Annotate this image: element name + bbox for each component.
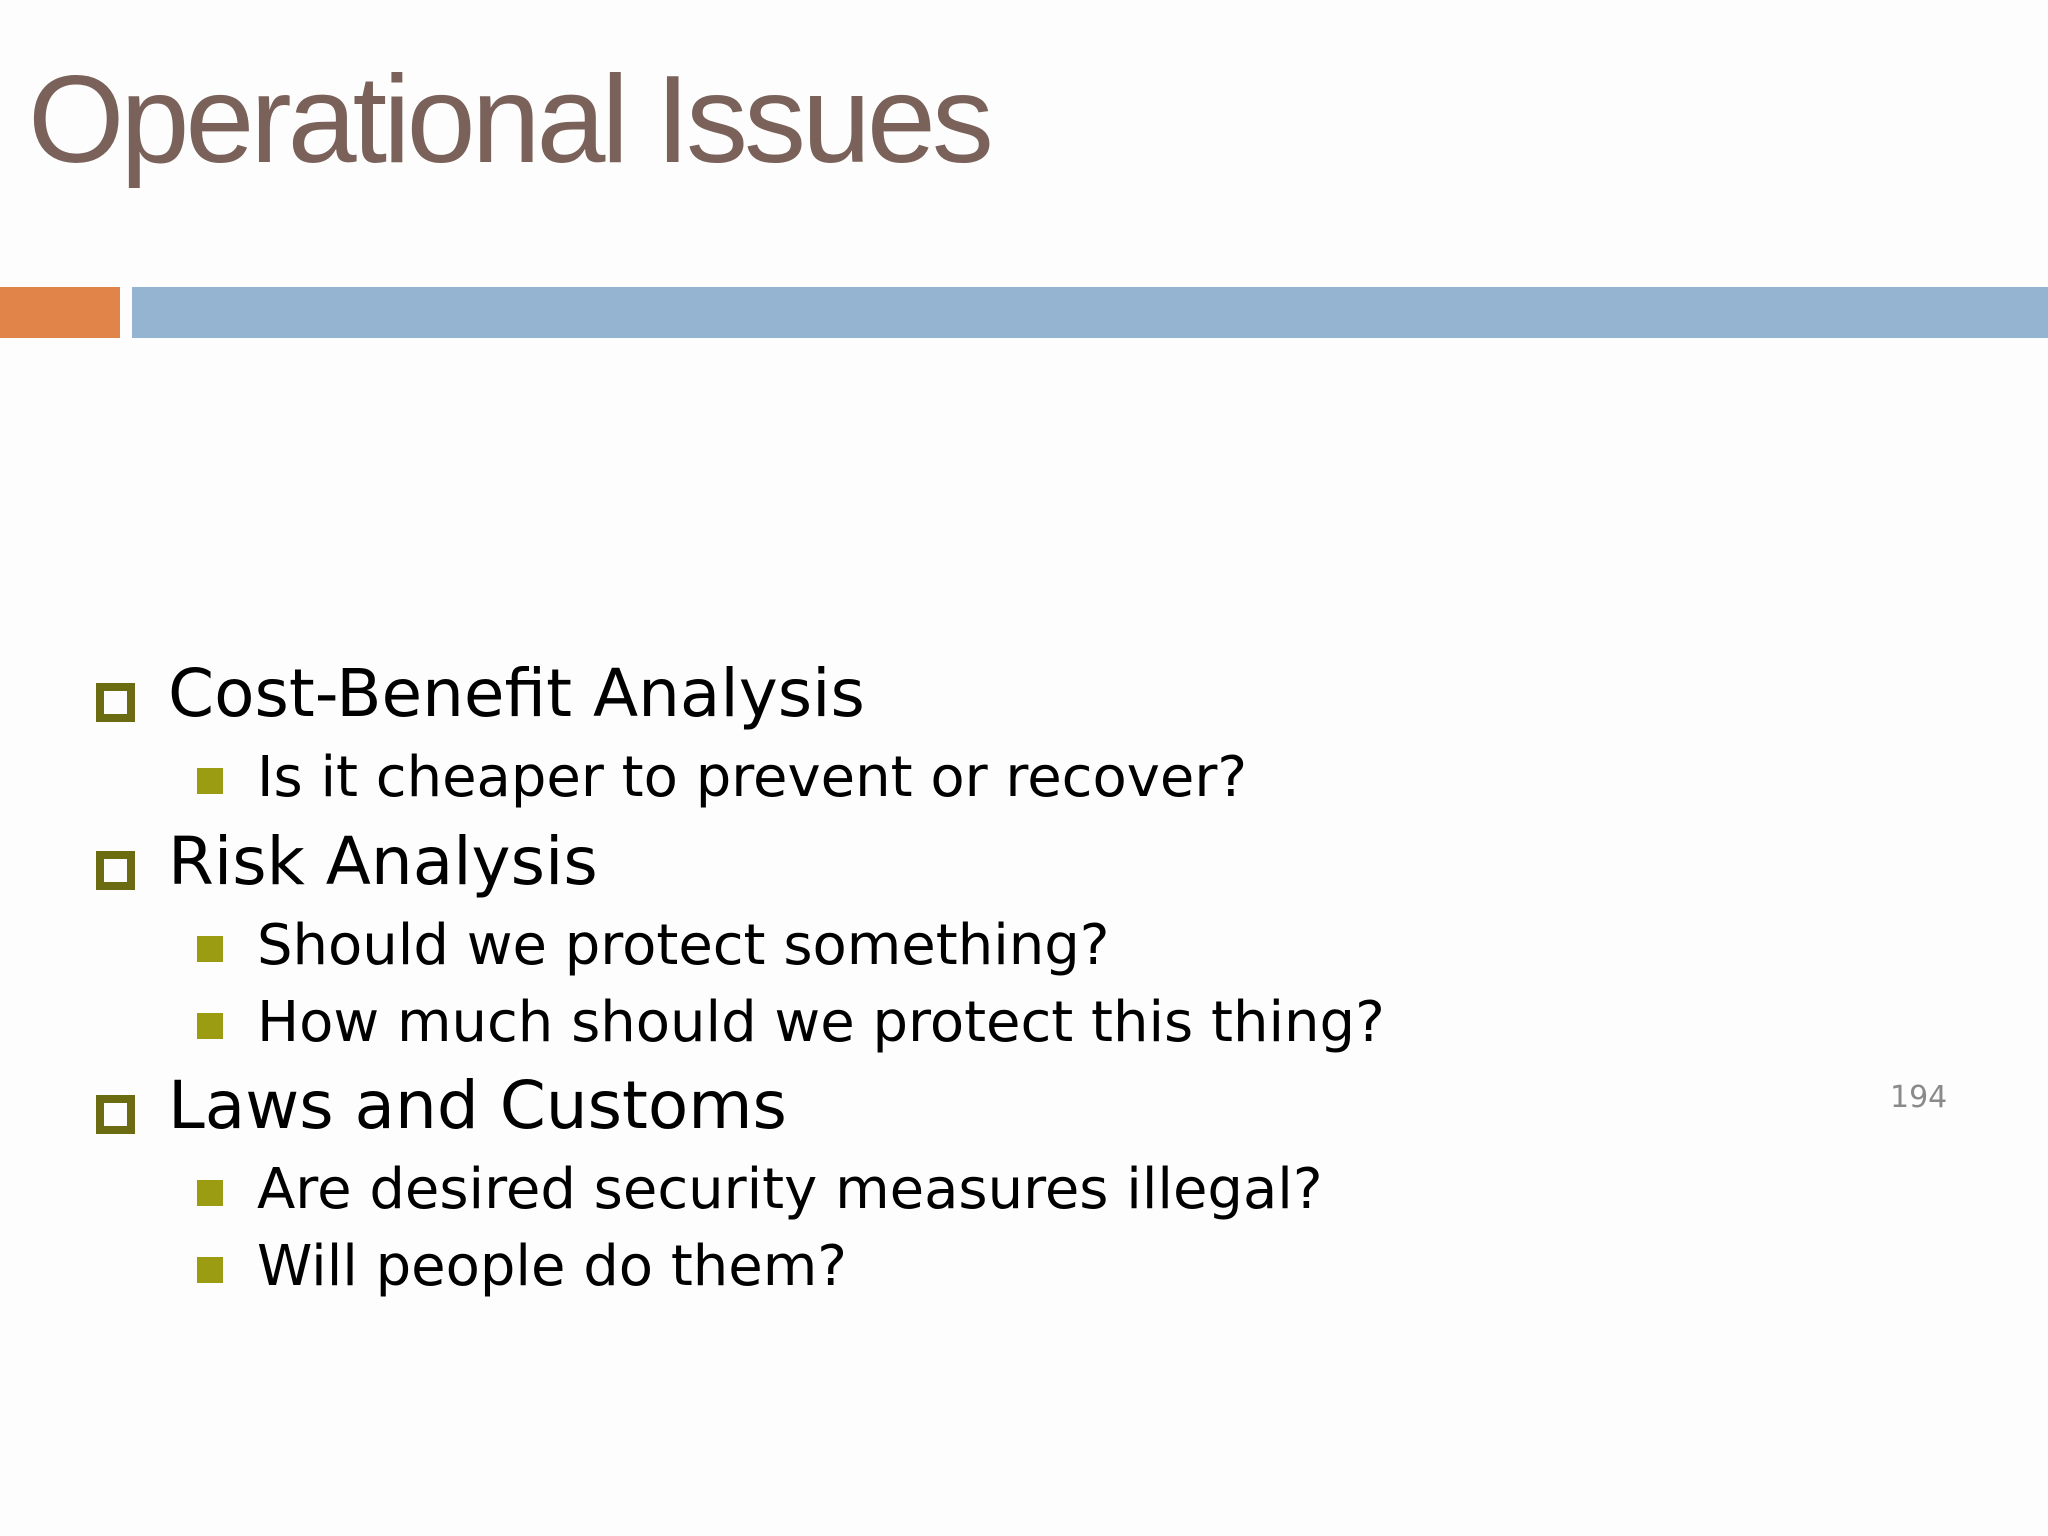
bullet-item-risk-analysis: Risk Analysis xyxy=(168,823,598,900)
title-accent-bar-blue xyxy=(132,287,2048,338)
hollow-square-bullet-icon xyxy=(96,683,135,722)
title-accent-bar-orange xyxy=(0,287,120,338)
sub-bullet-item: Will people do them? xyxy=(257,1234,848,1299)
hollow-square-bullet-icon xyxy=(96,851,135,890)
bullet-item-cost-benefit-analysis: Cost-Benefit Analysis xyxy=(168,655,865,732)
filled-square-bullet-icon xyxy=(197,936,223,962)
slide-title: Operational Issues xyxy=(28,51,990,189)
slide-number: 194 xyxy=(1890,1080,1948,1115)
bullet-item-laws-and-customs: Laws and Customs xyxy=(168,1067,787,1144)
sub-bullet-item: Is it cheaper to prevent or recover? xyxy=(257,745,1248,810)
filled-square-bullet-icon xyxy=(197,768,223,794)
filled-square-bullet-icon xyxy=(197,1257,223,1283)
filled-square-bullet-icon xyxy=(197,1013,223,1039)
sub-bullet-item: How much should we protect this thing? xyxy=(257,990,1385,1055)
hollow-square-bullet-icon xyxy=(96,1095,135,1134)
sub-bullet-item: Should we protect something? xyxy=(257,913,1110,978)
sub-bullet-item: Are desired security measures illegal? xyxy=(257,1157,1323,1222)
filled-square-bullet-icon xyxy=(197,1180,223,1206)
